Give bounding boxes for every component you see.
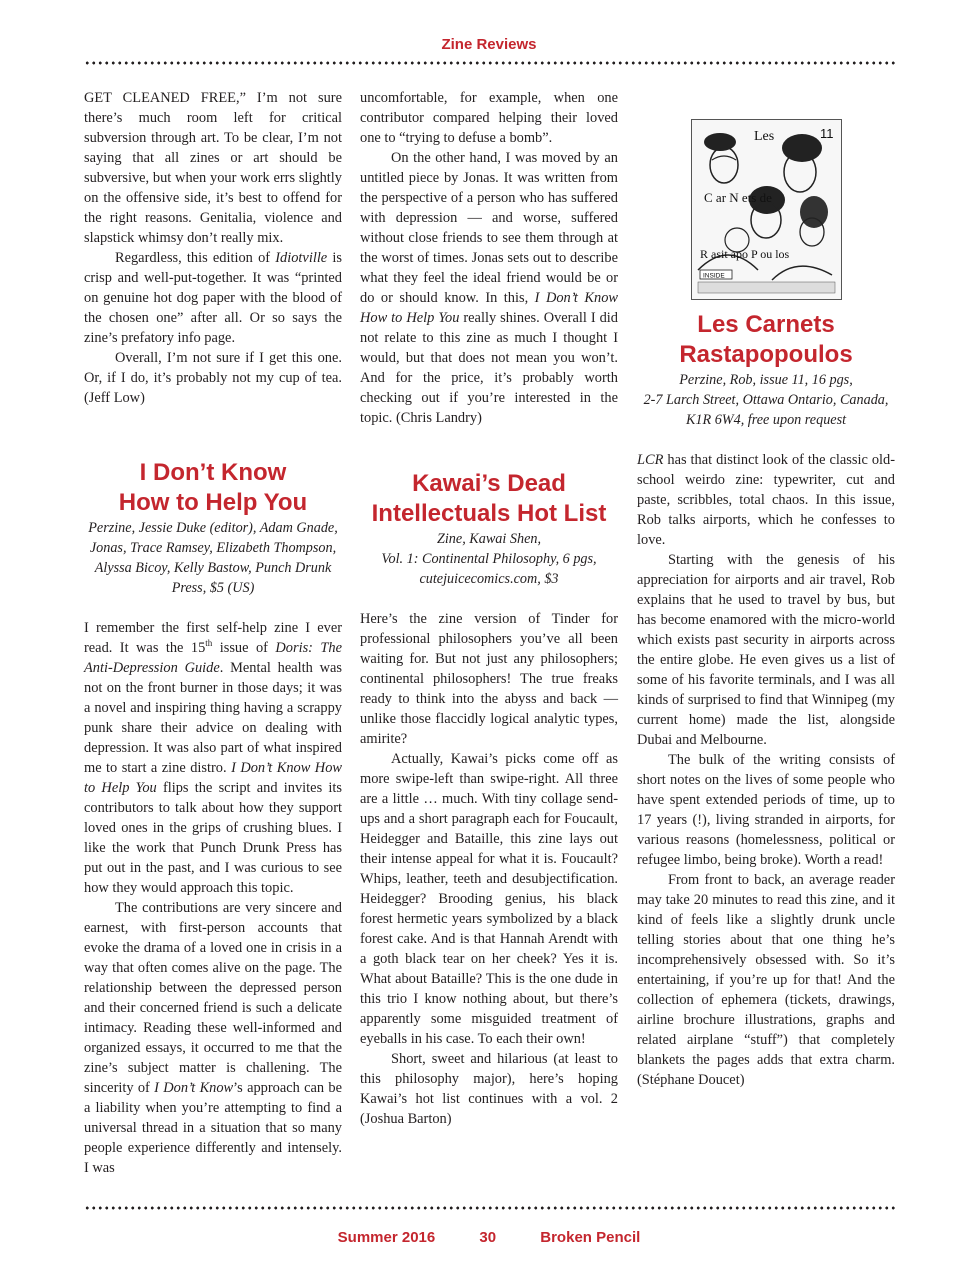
column-2	[360, 88, 618, 1129]
review-text: GET CLEANED FREE,” I’m not sure there’s much room left for critical subversion through art. To be clear, I’m not saying that all zines or art should be subversive, but when your work errs slightly on the offensive side, it’s best to offend for the right reasons. Genitalia, violence and slapstick whimsy don’t really mix.	[84, 90, 342, 246]
svg-text:R asit apo P ou los: R asit apo P ou los	[699, 247, 789, 261]
review-text: Overall, I’m not sure if I get this one. Or, if I do, it’s probably not my cup of tea. (Jeff Low)	[84, 350, 342, 406]
review-title: Kawai’s Dead Intellectuals Hot List	[371, 470, 607, 527]
review-text: Actually, Kawai’s picks come off as more swipe-left than swipe-right. All three are a little … much. With tiny collage send-ups and a short paragraph each for Foucault, Heidegger and Bataille, this zine lays out their intense appeal for what it is. Foucault? Whips, leather, teeth and desubjectification. Heidegger? Brooding genius, his black forest hermetic years symbolized by a black forest cake. And is that Hannah Arendt with a goth black tear on her cheek? Yes it is. What about Bataille? This is the one dude in this trio I know nothing about, but there’s apparently some misguided treatment of eyeballs in his case. To each their own!	[360, 751, 618, 1047]
review-text: uncomfortable, for example, when one contributor compared helping their loved one to “trying to defuse a bomb”.	[360, 90, 618, 146]
section-label: Zine Reviews	[441, 36, 537, 53]
review-meta: Zine, Kawai Shen, Vol. 1: Continental Philosophy, 6 pgs, cutejuicecomics.com, $3	[381, 531, 597, 587]
column-3	[637, 88, 895, 1090]
review-text: On the other hand, I was moved by an untitled piece by Jonas. It was written from the perspective of a person who has suffered with depression — and worse, suffered without close friends to see them through at the worst of times. Jonas sets out to describe what they feel the ideal friend would be or do or should know. In this, I Don’t Know How to Help You really shines. Overall I did not relate to this zine as much I thought I would, but that does not mean you won’t. And for the price, it’s probably worth checking out if you’re interested in the topic. (Chris Landry)	[360, 150, 618, 426]
svg-text:11: 11	[819, 126, 833, 141]
review-text: Starting with the genesis of his appreciation for airports and air travel, Rob explains that he used to travel by bus, but has become enamored with the micro-world which exists past security in airports across the entire globe. He even gives us a list of some of his favorite terminals, and I was all kinds of surprised to find that Winnipeg (my current home) made the list, alongside Dubai and Melbourne.	[637, 552, 895, 748]
bottom-dotted-rule	[84, 1206, 896, 1210]
review-text: Regardless, this edition of Idiotville is crisp and well-put-together. It was “printed on genuine hot dog paper with the blood of the chosen one” after all. Or so says the zine’s prefatory info page.	[84, 250, 342, 346]
review-text: Short, sweet and hilarious (at least to this philosophy major), here’s hoping Kawai’s hot list continues with a vol. 2 (Joshua Barton)	[360, 1051, 618, 1127]
review-title: I Don’t Know How to Help You	[118, 459, 308, 516]
footer-magazine: Broken Pencil	[540, 1229, 641, 1246]
svg-text:Les: Les	[753, 129, 774, 144]
review-text: I remember the first self-help zine I ever read. It was the 15th issue of Doris: The Anti-Depression Guide. Mental health was not on the front burner in those days; it was a novel and inspiring thing having a scrappy punk share their advice on dealing with depression. It was also part of what inspired me to start a zine distro. I Don’t Know How to Help You flips the script and invites its contributors to talk about how they support loved ones in the grips of crushing blues. I like the work that Punch Drunk Press has put out in the past, and I was curious to see how they would approach this topic.	[84, 620, 342, 896]
zine-cover-image	[691, 119, 842, 300]
top-dotted-rule	[84, 61, 896, 65]
review-text: LCR has that distinct look of the classic old-school weirdo zine: typewriter, cut and paste, scribbles, total chaos. In this issue, Rob talks airports, which he confesses to love.	[637, 452, 895, 548]
review-meta: Perzine, Rob, issue 11, 16 pgs, 2-7 Larch Street, Ottawa Ontario, Canada, K1R 6W4, free upon request	[643, 372, 889, 428]
review-text: The bulk of the writing consists of short notes on the lives of some people who have spent extended periods of time, up to 17 years (!), living stranded in airports, for various reasons (homelessness, political or refugee limbo, being broke). Worth a read!	[637, 752, 895, 868]
review-meta: Perzine, Jessie Duke (editor), Adam Gnade, Jonas, Trace Ramsey, Elizabeth Thompson, Alyssa Bicoy, Kelly Bastow, Punch Drunk Press, $5 (US)	[88, 520, 338, 596]
footer-page-number: 30	[479, 1229, 497, 1246]
review-text: From front to back, an average reader may take 20 minutes to read this zine, and it kind of feels like a slightly drunk uncle telling stories about that one thing he’s incomprehensively obsessed with. So it’s entertaining, if you’re up for that! And the collection of ephemera (tickets, drawings, airline brochure illustrations, graphs and related airplane “stuff”) that completely blankets the pages adds that extra charm. (Stéphane Doucet)	[637, 872, 895, 1088]
footer-season: Summer 2016	[337, 1229, 436, 1246]
svg-text:INSIDE: INSIDE	[702, 272, 725, 280]
svg-text:C ar N ets de: C ar N ets de	[703, 190, 772, 205]
review-title: Les Carnets Rastapopoulos	[679, 311, 853, 368]
review-text: The contributions are very sincere and earnest, with first-person accounts that evoke the drama of a loved one in crisis in a way that often comes alive on the page. The relationship between the depressed person and their concerned friend is such a delicate intimacy. Reading these well-informed and organized essays, it occurred to me that the zine’s subject matter is challening. The sincerity of I Don’t Know’s approach can be a liability when you’re attempting to find a universal thread in a situation that so many people experience differently and intensely. I was	[84, 900, 342, 1176]
review-text: Here’s the zine version of Tinder for professional philosophers you’ve all been waiting for. But not just any philosophers; continental philosophers! The true freaks ready to think into the abyss and back — unlike those flaccidly logical analytic types, amirite?	[360, 611, 618, 747]
column-1	[84, 88, 342, 1178]
page-footer	[0, 1229, 978, 1246]
